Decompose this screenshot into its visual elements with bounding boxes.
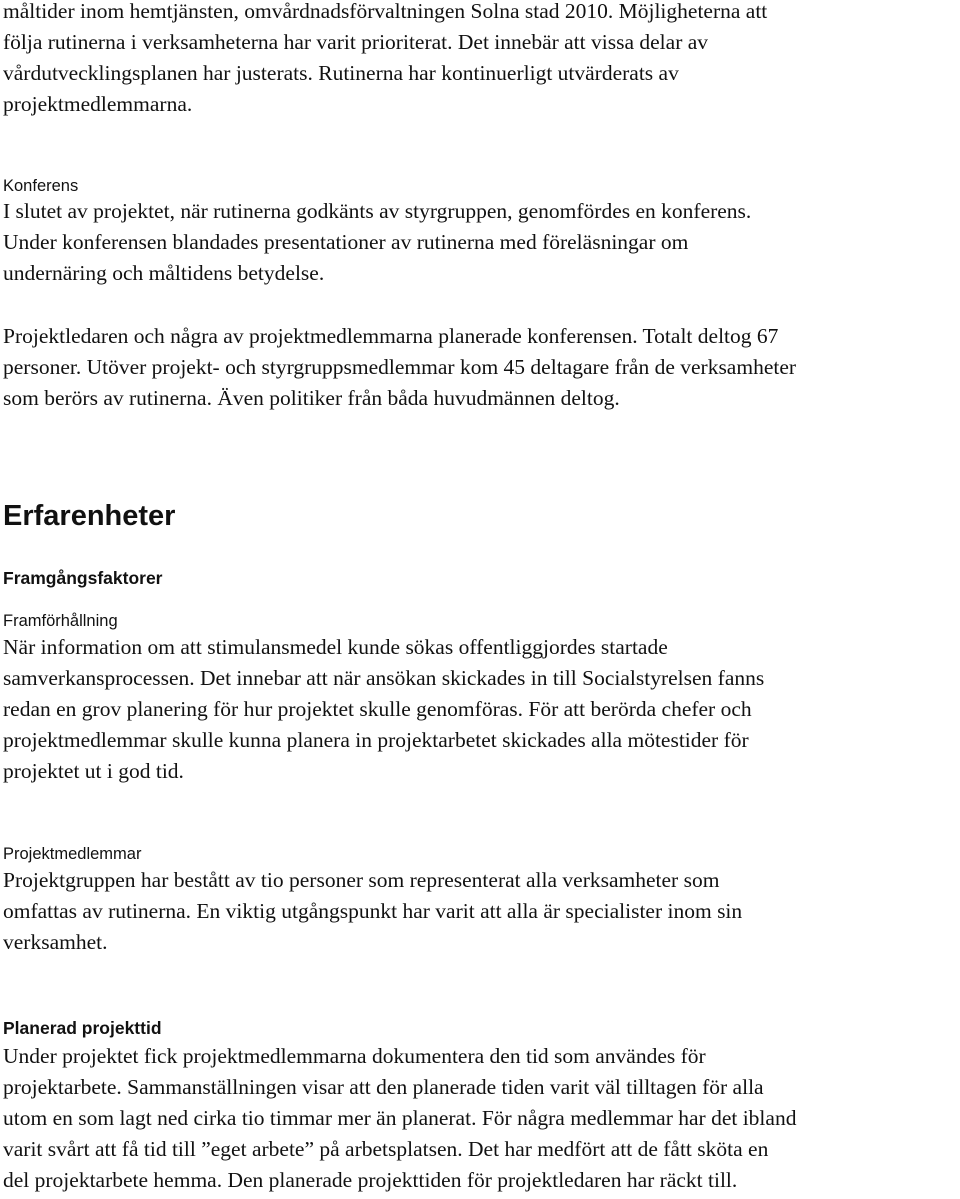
framforhallning-line-1: När information om att stimulansmedel kunde sökas offentliggjordes startade [3, 635, 668, 659]
projektmedlemmar-paragraph [3, 865, 958, 958]
konferens-p1-line-3: undernäring och måltidens betydelse. [3, 261, 325, 285]
projektmedlemmar-line-3: verksamhet. [3, 930, 108, 954]
projektmedlemmar-line-1: Projektgruppen har bestått av tio personer som representerat alla verksamheter som [3, 868, 720, 892]
konferens-heading: Konferens [3, 177, 79, 195]
framgangsfaktorer-heading: Framgångsfaktorer [3, 568, 163, 588]
konferens-p2-line-3: som berörs av rutinerna. Även politiker från båda huvudmännen deltog. [3, 386, 620, 410]
konferens-p2-line-2: personer. Utöver projekt- och styrgruppsmedlemmar kom 45 deltagare från de verksamheter [3, 355, 797, 379]
intro-line-4: projektmedlemmarna. [3, 92, 193, 116]
planerad-line-1: Under projektet fick projektmedlemmarna dokumentera den tid som användes för [3, 1044, 706, 1068]
planerad-line-2: projektarbete. Sammanställningen visar att den planerade tiden varit väl tilltagen för alla [3, 1075, 764, 1099]
planerad-line-5: del projektarbete hemma. Den planerade projekttiden för projektledaren har räckt till. [3, 1168, 738, 1192]
konferens-paragraph-1 [3, 196, 958, 289]
framforhallning-line-3: redan en grov planering för hur projektet skulle genomföras. För att berörda chefer och [3, 697, 752, 721]
framforhallning-paragraph [3, 632, 958, 787]
intro-line-2: följa rutinerna i verksamheterna har varit prioriterat. Det innebär att vissa delar av [3, 30, 709, 54]
framforhallning-line-2: samverkansprocessen. Det innebar att när ansökan skickades in till Socialstyrelsen fanns [3, 666, 765, 690]
planerad-projekttid-paragraph [3, 1041, 958, 1196]
projektmedlemmar-line-2: omfattas av rutinerna. En viktig utgångspunkt har varit att alla är specialister inom sin [3, 899, 743, 923]
konferens-p2-line-1: Projektledaren och några av projektmedlemmarna planerade konferensen. Totalt deltog 67 [3, 324, 779, 348]
framforhallning-line-5: projektet ut i god tid. [3, 759, 184, 783]
planerad-line-4: varit svårt att få tid till ”eget arbete” på arbetsplatsen. Det har medfört att de fått sköta en [3, 1137, 769, 1161]
planerad-projekttid-heading: Planerad projekttid [3, 1018, 162, 1038]
planerad-line-3: utom en som lagt ned cirka tio timmar mer än planerat. För några medlemmar har det ibland [3, 1106, 797, 1130]
konferens-p1-line-2: Under konferensen blandades presentationer av rutinerna med föreläsningar om [3, 230, 689, 254]
intro-line-1: måltider inom hemtjänsten, omvårdnadsförvaltningen Solna stad 2010. Möjligheterna att [3, 0, 768, 23]
framforhallning-heading: Framförhållning [3, 612, 118, 630]
konferens-p1-line-1: I slutet av projektet, när rutinerna godkänts av styrgruppen, genomfördes en konferens. [3, 199, 752, 223]
projektmedlemmar-heading: Projektmedlemmar [3, 845, 142, 863]
intro-paragraph [3, 0, 958, 120]
intro-line-3: vårdutvecklingsplanen har justerats. Rutinerna har kontinuerligt utvärderats av [3, 61, 679, 85]
konferens-paragraph-2 [3, 321, 958, 414]
erfarenheter-heading: Erfarenheter [3, 500, 176, 532]
framforhallning-line-4: projektmedlemmar skulle kunna planera in projektarbetet skickades alla mötestider för [3, 728, 749, 752]
